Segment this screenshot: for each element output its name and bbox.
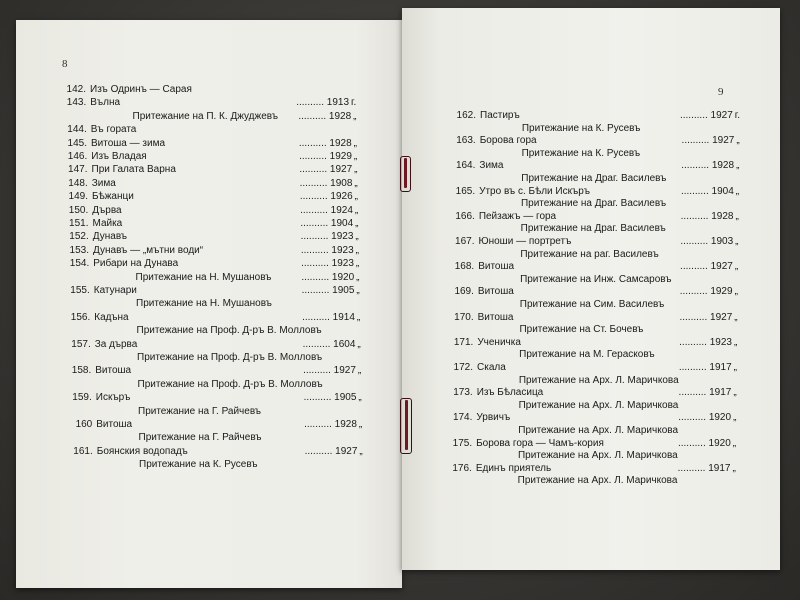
entry-number: 168. <box>454 261 475 273</box>
entry-year: .......... 1908 „ <box>299 177 358 189</box>
entry-number: 145. <box>67 137 87 149</box>
entry-title: Пастиръ <box>480 110 520 121</box>
entry-number: 161. <box>73 445 93 457</box>
year-suffix: „ <box>357 365 362 377</box>
entry-number: 158. <box>71 365 92 377</box>
year-value: 1920 <box>331 271 355 283</box>
entry-line <box>56 84 356 95</box>
entry-line <box>61 365 361 376</box>
entry-line <box>60 312 360 323</box>
year-suffix: „ <box>735 210 739 222</box>
entry-number: 148. <box>68 177 88 189</box>
entry-year: .......... 1928 „ <box>304 419 363 430</box>
entry-title: Скала <box>477 362 506 373</box>
entry-line <box>62 392 362 403</box>
year-value: 1913 <box>326 97 350 109</box>
entry-owner: Притежание на раг. Василевъ <box>520 248 659 260</box>
left-page <box>16 20 402 588</box>
owner-line <box>439 223 739 234</box>
binding-loop-upper <box>400 156 411 192</box>
entry-year: .......... 1920 „ <box>678 412 737 424</box>
entry-year: .......... 1905 „ <box>303 392 362 404</box>
entry-number: 163. <box>456 135 476 147</box>
entry-year: .......... 1926 „ <box>299 191 358 203</box>
entry-title: Въ гората <box>90 124 137 136</box>
entry-owner: Притежание на Инж. Самсаровъ <box>520 273 672 285</box>
entry-owner: Притежание на Арх. Л. Маричкова <box>518 374 679 386</box>
entry-title: За дърва <box>94 338 138 350</box>
entry-number: 174. <box>452 412 473 424</box>
entry-title: Дунавъ <box>92 231 128 243</box>
year-value: 1903 <box>710 236 734 247</box>
year-value: 1917 <box>709 387 732 399</box>
year-suffix: „ <box>355 218 359 229</box>
entry-number: 151. <box>69 218 89 229</box>
year-suffix: „ <box>357 338 361 350</box>
entry-owner: Притежание на Проф. Д-ръ В. Молловъ <box>136 325 322 337</box>
year-value: 1929 <box>329 151 352 162</box>
entry-title: Вълна <box>90 97 121 109</box>
entry-year: .......... 1604 „ <box>302 338 361 350</box>
entry-line <box>439 211 739 222</box>
year-value: 1927 <box>333 365 356 377</box>
binding-loop-lower <box>400 398 412 454</box>
owner-line <box>437 349 737 360</box>
entry-line <box>440 135 740 146</box>
year-suffix: „ <box>354 177 358 189</box>
owner-line <box>438 249 738 260</box>
entry-line <box>59 231 359 242</box>
entry-title: Ученичка <box>477 336 521 348</box>
year-suffix: „ <box>734 261 739 273</box>
entry-line <box>439 186 739 197</box>
entry-title: Борова гора — Чамъ-кория <box>476 437 604 449</box>
entry-year: .......... 1917 „ <box>678 387 737 399</box>
entry-year: .......... 1904 „ <box>300 218 359 229</box>
entry-year: .......... 1927 „ <box>679 311 738 323</box>
year-value: 1923 <box>709 336 732 348</box>
owner-line <box>438 274 738 285</box>
year-suffix: „ <box>358 392 362 404</box>
owner-line <box>60 272 360 283</box>
year-value: 1905 <box>334 392 357 404</box>
year-value: 1917 <box>709 362 732 373</box>
entry-owner: Притежание на Н. Мушановъ <box>135 271 272 283</box>
year-suffix: „ <box>355 231 359 243</box>
entry-title: Борова гора <box>479 135 537 147</box>
year-value: 1905 <box>332 285 355 296</box>
year-value: 1927 <box>710 261 733 273</box>
entry-title: Единъ приятель <box>475 462 552 474</box>
entry-owner: Притежание на Арх. Л. Маричкова <box>517 450 678 462</box>
entry-owner: Притежание на Г. Райчевъ <box>138 405 262 417</box>
year-suffix: „ <box>735 236 739 247</box>
entry-owner: Притежание на К. Русевъ <box>521 122 641 134</box>
entry-line <box>59 245 359 256</box>
owner-line <box>437 324 737 335</box>
entry-number: 162. <box>456 110 476 121</box>
entry-title: Дунавъ — „мътни води“ <box>93 244 204 256</box>
entry-year: .......... 1927 „ <box>299 164 358 176</box>
entry-line <box>60 285 360 296</box>
entry-number: 154. <box>69 258 90 270</box>
owner-line <box>436 475 736 486</box>
entry-title: Витоша <box>478 261 515 273</box>
year-value: 1908 <box>330 177 353 189</box>
year-value: 1928 <box>328 110 352 122</box>
owner-line <box>61 352 361 363</box>
entry-number: 165. <box>455 185 476 197</box>
entry-title: Бѣжанци <box>92 191 134 203</box>
year-suffix: „ <box>354 204 359 216</box>
year-suffix: „ <box>356 311 361 323</box>
year-value: 1924 <box>330 204 353 216</box>
year-suffix: „ <box>356 271 360 283</box>
entry-number: 156. <box>70 311 91 323</box>
entry-number: 144. <box>67 124 87 136</box>
entry-year: .......... 1927 „ <box>681 135 740 147</box>
year-suffix: „ <box>732 437 737 449</box>
entry-owner: Притежание на К. Русевъ <box>139 459 258 471</box>
year-suffix: г. <box>351 97 357 109</box>
year-value: 1917 <box>708 462 731 474</box>
year-suffix: „ <box>733 412 737 424</box>
entry-line <box>440 110 740 121</box>
year-suffix: „ <box>354 164 358 176</box>
year-suffix: „ <box>353 110 357 122</box>
entry-owner: Притежание на Арх. Л. Маричкова <box>518 425 679 436</box>
entry-number: 172. <box>453 362 473 373</box>
entry-number: 169. <box>454 286 474 298</box>
year-value: 1928 <box>334 419 357 430</box>
entry-title: При Галата Варна <box>91 164 176 176</box>
owner-line <box>63 432 363 443</box>
entry-line <box>58 205 358 216</box>
entry-line <box>438 312 738 323</box>
entry-year: .......... 1927 „ <box>303 365 362 377</box>
entry-owner: Притежание на Драг. Василевъ <box>521 173 667 184</box>
entry-title: Изъ Одринъ — Сарая <box>90 84 192 95</box>
entry-number: 155. <box>70 285 90 296</box>
entry-year: .......... 1904 „ <box>680 185 740 197</box>
entry-line <box>57 138 357 149</box>
entry-line <box>437 362 737 373</box>
entry-title: Рибари на Дунава <box>93 258 179 270</box>
entry-title: Витоша <box>477 286 514 298</box>
entry-year: .......... 1929 „ <box>679 286 738 298</box>
year-value: 1927 <box>712 135 735 147</box>
entry-year: .......... 1928 „ <box>298 137 357 149</box>
year-suffix: „ <box>734 311 738 323</box>
year-value: 1929 <box>710 286 733 298</box>
entry-owner: Притежание на Г. Райчевъ <box>138 432 262 444</box>
entry-title: Витоша <box>96 419 133 430</box>
entry-year: .......... 1928 „ <box>681 160 740 172</box>
entry-year: .......... 1923 „ <box>300 244 359 256</box>
entry-owner: Притежание на Проф. Д-ръ В. Молловъ <box>137 378 323 390</box>
entry-line <box>439 160 739 171</box>
entry-title: Катунари <box>93 285 137 296</box>
entry-year: .......... 1927 г. <box>679 110 740 121</box>
year-value: 1928 <box>329 137 352 149</box>
entry-owner: Притежание на Сим. Василевъ <box>519 299 665 310</box>
entry-title: Кадъна <box>94 311 129 323</box>
entry-year: .......... 1927 „ <box>680 261 739 273</box>
entry-line <box>438 261 738 272</box>
entry-title: Майка <box>92 218 123 229</box>
entry-line <box>59 258 359 269</box>
entry-number: 164. <box>455 160 476 172</box>
year-value: 1904 <box>330 218 354 229</box>
entry-line <box>57 151 357 162</box>
year-suffix: „ <box>734 286 738 298</box>
entry-number: 157. <box>71 338 91 350</box>
entry-owner: Притежание на Драг. Василевъ <box>520 198 667 210</box>
entry-title: Витоша <box>95 365 132 377</box>
entry-line <box>56 97 356 108</box>
entry-number: 176. <box>452 462 472 474</box>
entry-title: Зима <box>479 160 504 172</box>
year-value: 1923 <box>331 244 354 256</box>
year-value: 1604 <box>333 338 356 350</box>
year-suffix: „ <box>355 258 360 270</box>
entry-year: .......... 1923 „ <box>301 258 360 270</box>
entry-title: Дърва <box>92 204 122 216</box>
entry-number: 170. <box>454 311 474 323</box>
entry-line <box>439 236 739 247</box>
year-value: 1923 <box>331 231 354 243</box>
entry-title: Изъ Бѣласица <box>476 387 544 399</box>
entry-owner: Притежание на М. Герасковъ <box>519 349 655 361</box>
entry-title: Зима <box>91 177 116 189</box>
year-suffix: „ <box>353 137 357 149</box>
year-value: 1904 <box>711 185 734 197</box>
year-suffix: „ <box>354 191 358 203</box>
owner-line <box>62 406 362 417</box>
entry-number: 159. <box>72 392 92 404</box>
entry-line <box>438 286 738 297</box>
entry-line <box>58 178 358 189</box>
owner-line <box>437 375 737 386</box>
owner-line <box>439 173 739 184</box>
entry-owner: Притежание на Проф. Д-ръ В. Молловъ <box>137 352 323 363</box>
owner-line <box>60 298 360 309</box>
year-suffix: „ <box>358 419 363 430</box>
year-suffix: „ <box>736 135 740 147</box>
entry-year: .......... 1913 г. <box>296 97 357 109</box>
year-suffix: „ <box>732 462 736 474</box>
page-number-left: 8 <box>62 58 68 70</box>
year-value: 1920 <box>708 437 731 449</box>
entry-title: Витоша — зима <box>91 137 166 149</box>
owner-line <box>61 325 361 336</box>
entry-line <box>436 412 736 423</box>
year-value: 1927 <box>710 110 733 121</box>
entry-year: .......... 1905 „ <box>301 285 360 296</box>
entry-number: 160 <box>75 419 93 430</box>
year-suffix: г. <box>734 110 740 121</box>
entry-title: Юноши — портретъ <box>478 236 572 247</box>
entry-owner: Притежание на Драг. Василевъ <box>520 223 666 235</box>
entry-year: .......... 1920 „ <box>301 271 360 283</box>
entry-line <box>63 446 363 457</box>
entry-number: 153. <box>69 244 89 256</box>
entry-number: 150. <box>68 204 89 216</box>
year-value: 1928 <box>711 160 735 172</box>
entry-year: .......... 1917 „ <box>677 462 736 474</box>
entry-owner: Притежание на Ст. Бочевъ <box>519 324 644 336</box>
year-value: 1926 <box>330 191 353 203</box>
entry-title: Урвичъ <box>476 412 511 424</box>
entry-year: .......... 1928 „ <box>680 210 739 222</box>
entry-line <box>58 191 358 202</box>
entry-title: Боянския водопадъ <box>96 445 188 457</box>
owner-line <box>436 450 736 461</box>
entry-owner: Притежание на Арх. Л. Маричкова <box>517 475 678 487</box>
entry-line <box>58 164 358 175</box>
entry-line <box>62 419 362 430</box>
entry-number: 166. <box>455 210 475 222</box>
entry-line <box>436 463 736 474</box>
entry-year: .......... 1914 „ <box>302 311 361 323</box>
year-suffix: „ <box>736 160 740 172</box>
owner-line <box>438 299 738 310</box>
year-value: 1927 <box>335 445 358 457</box>
year-suffix: „ <box>733 387 737 399</box>
entry-number: 142. <box>66 84 86 95</box>
owner-line <box>440 123 740 134</box>
entry-year: .......... 1923 „ <box>679 336 738 348</box>
year-suffix: „ <box>359 445 363 457</box>
owner-line <box>57 111 357 122</box>
entry-year: .......... 1920 „ <box>677 437 737 449</box>
entry-number: 175. <box>452 437 473 449</box>
entry-year: .......... 1917 „ <box>678 362 737 373</box>
entry-year: .......... 1928 „ <box>298 110 357 122</box>
entry-owner: Притежание на К. Русевъ <box>521 147 641 159</box>
entry-owner: Притежание на Н. Мушановъ <box>136 298 272 310</box>
entry-line <box>57 124 357 135</box>
entry-line <box>61 339 361 350</box>
entry-owner: Притежание на Арх. Л. Маричкова <box>518 399 679 411</box>
year-value: 1923 <box>331 258 354 270</box>
year-value: 1928 <box>711 210 734 222</box>
entry-title: Утро въ с. Бѣли Искъръ <box>479 185 591 197</box>
entry-line <box>59 218 359 229</box>
year-suffix: „ <box>733 362 737 373</box>
entry-year: .......... 1903 „ <box>680 236 739 247</box>
owner-line <box>439 198 739 209</box>
entry-title: Искъръ <box>95 392 131 404</box>
year-value: 1927 <box>710 311 733 323</box>
entry-line <box>437 337 737 348</box>
owner-line <box>440 148 740 159</box>
year-suffix: „ <box>735 185 740 197</box>
year-value: 1927 <box>329 164 353 176</box>
entry-number: 146. <box>67 151 88 162</box>
year-suffix: „ <box>355 244 359 256</box>
entry-number: 173. <box>453 387 473 399</box>
entry-title: Пейзажъ — гора <box>478 210 557 222</box>
entry-number: 152. <box>69 231 89 243</box>
entry-year: .......... 1927 „ <box>304 445 363 457</box>
year-value: 1920 <box>708 412 732 424</box>
entry-line <box>437 387 737 398</box>
entry-year: .......... 1929 „ <box>299 151 358 162</box>
entry-number: 171. <box>453 336 474 348</box>
entry-number: 149. <box>68 191 88 203</box>
year-value: 1914 <box>332 311 355 323</box>
entry-owner: Притежание на П. К. Джуджевъ <box>132 110 278 122</box>
entry-line <box>436 438 736 449</box>
owner-line <box>63 459 363 470</box>
owner-line <box>62 379 362 390</box>
page-number-right: 9 <box>718 86 724 98</box>
entry-number: 147. <box>68 164 88 176</box>
year-suffix: „ <box>733 336 738 348</box>
owner-line <box>437 400 737 411</box>
year-suffix: „ <box>353 151 358 162</box>
year-suffix: „ <box>356 285 360 296</box>
entry-year: .......... 1924 „ <box>300 204 359 216</box>
entry-number: 143. <box>66 97 87 109</box>
entry-title: Витоша <box>477 311 514 323</box>
owner-line <box>436 425 736 436</box>
right-page <box>402 8 780 570</box>
entry-number: 167. <box>455 236 475 247</box>
entry-year: .......... 1923 „ <box>300 231 359 243</box>
entry-title: Изъ Владая <box>91 151 147 162</box>
